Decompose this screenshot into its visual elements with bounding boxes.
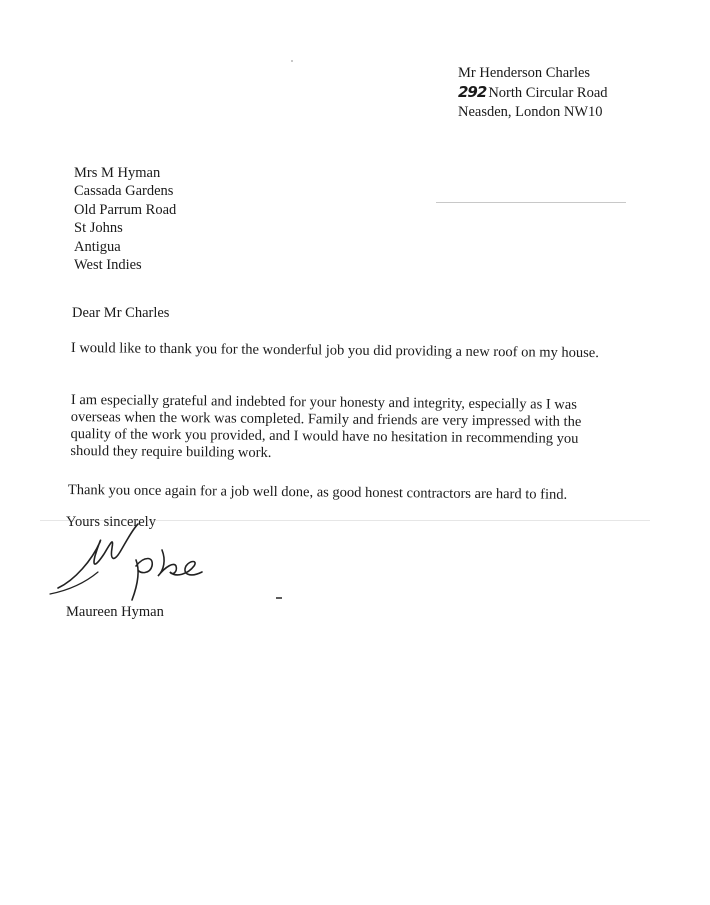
signature-image — [40, 520, 250, 610]
scan-artifact — [40, 520, 650, 521]
recipient-line: Mrs M Hyman — [74, 165, 161, 181]
sender-address — [458, 64, 608, 122]
sender-name: Mr Henderson Charles — [458, 65, 591, 81]
recipient-address — [74, 164, 176, 274]
recipient-line: Antigua — [74, 238, 121, 255]
scan-artifact — [291, 60, 293, 62]
scan-artifact — [436, 202, 626, 203]
signer-name: Maureen Hyman — [66, 604, 164, 620]
body-paragraph: I would like to thank you for the wonderful job you did providing a new roof on my house. — [70, 340, 599, 362]
salutation: Dear Mr Charles — [72, 305, 170, 321]
sender-city: Neasden, London NW10 — [458, 104, 603, 120]
sender-street-line — [458, 83, 608, 103]
recipient-line: Old Parrum Road — [74, 201, 177, 218]
sender-street: North Circular Road — [488, 85, 608, 101]
recipient-line: Cassada Gardens — [74, 183, 174, 200]
scan-artifact — [276, 597, 282, 599]
closing: Yours sincerely — [66, 514, 156, 530]
recipient-line: St Johns — [74, 220, 123, 237]
handwritten-house-number: 292 — [458, 83, 487, 101]
body-paragraph: I am especially grateful and indebted for your honesty and integrity, especially as I was overseas when the work was completed. Family and friends are very impressed with the quality of the work you provided, and I would have no hesitation in recommending you should they require building work. — [70, 392, 582, 461]
body-paragraph: Thank you once again for a job well done, as good honest contractors are hard to find. — [67, 482, 568, 503]
recipient-line: West Indies — [74, 257, 142, 274]
